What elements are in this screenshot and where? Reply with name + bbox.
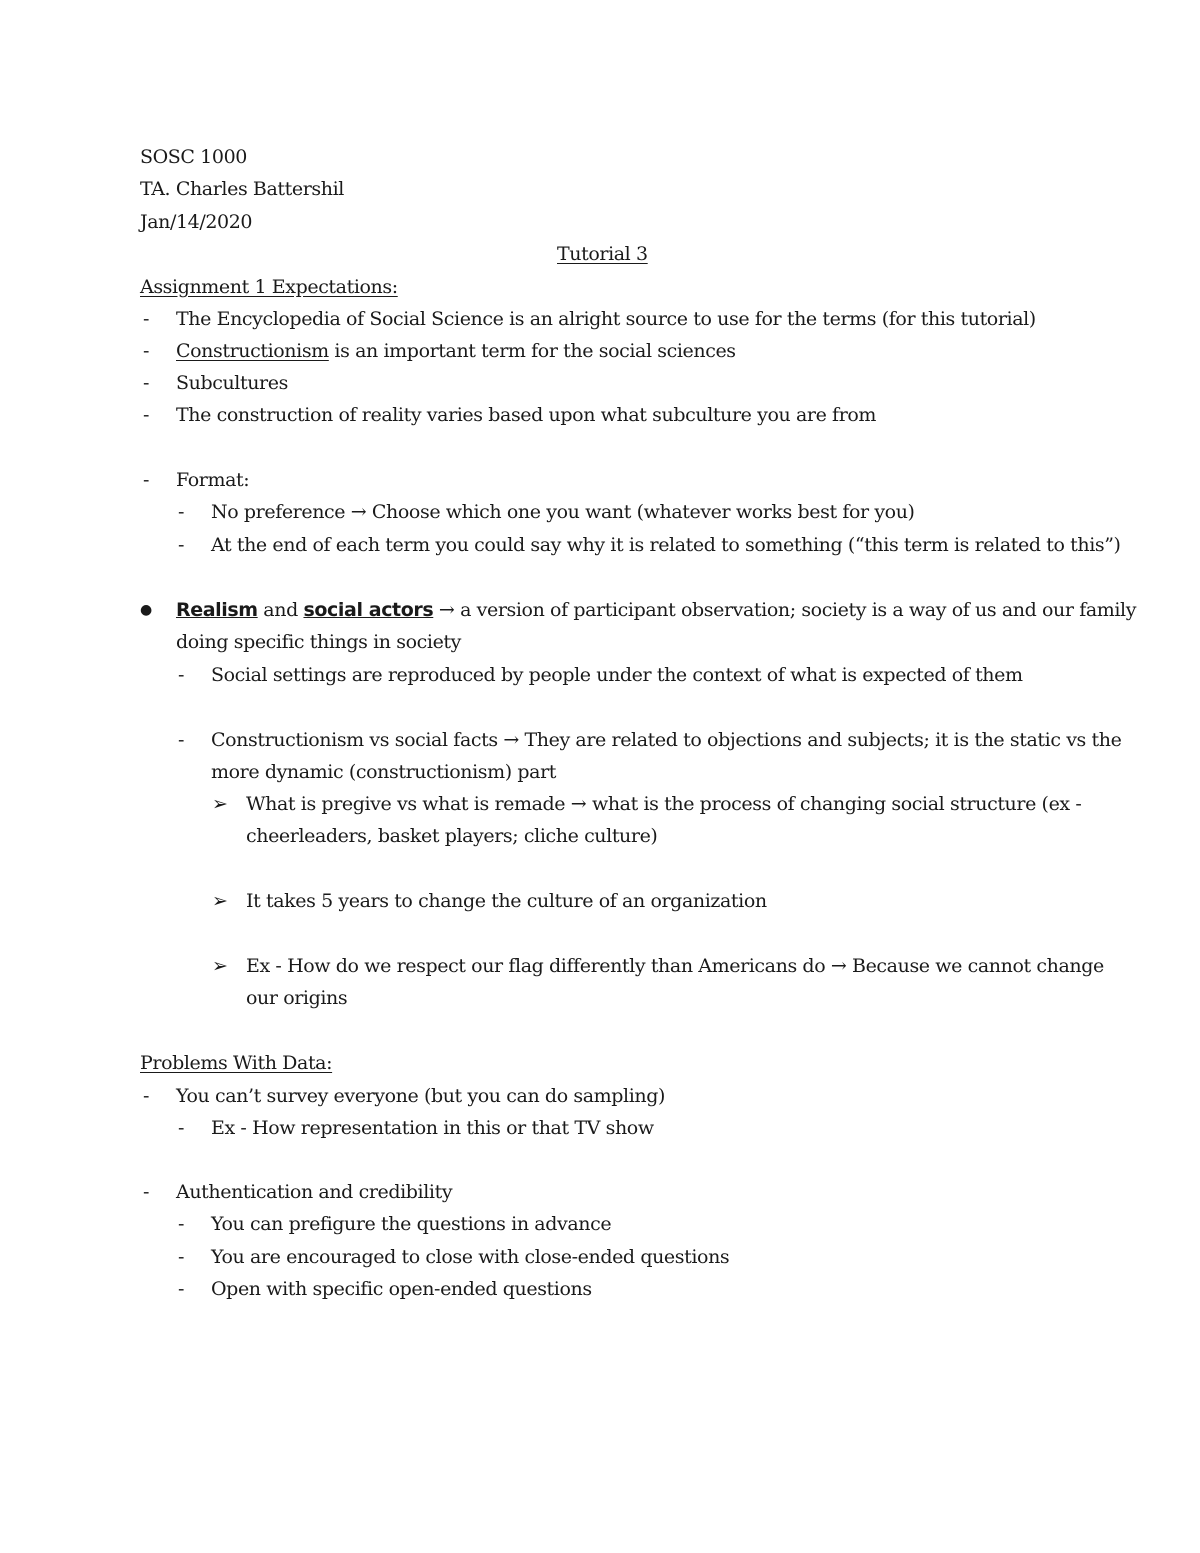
dash-marker: - [178,1117,185,1139]
bullet-icon: ● [140,602,152,618]
sub-list-item: Ex - How representation in this or that TV show [211,1117,654,1139]
list-item: Format: [176,469,250,491]
dash-marker: - [143,404,150,426]
sub-list-item: No preference → Choose which one you want (whatever works best for you) [211,501,915,523]
list-item: The Encyclopedia of Social Science is an alright source to use for the terms (for this tutorial) [176,308,1036,330]
arrow-bullet-icon: ➢ [212,955,228,977]
list-item-text: is an important term for the social sciences [328,340,736,362]
sub-list-item: Constructionism vs social facts → They are related to objections and subjects; it is the static vs the [211,729,1122,751]
dash-marker: - [143,1085,150,1107]
dash-marker: - [143,308,150,330]
sub-list-item: At the end of each term you could say why it is related to something (“this term is related to this”) [211,534,1121,556]
course-code: SOSC 1000 [140,146,247,168]
page-title: Tutorial 3 [557,243,648,265]
term-constructionism: Constructionism [176,340,329,362]
arrow-bullet-icon: ➢ [212,793,228,815]
dash-marker: - [178,1213,185,1235]
dash-marker: - [143,372,150,394]
bullet-text: and [257,599,304,621]
arrow-item: It takes 5 years to change the culture of an organization [246,890,767,912]
bullet-item-continued: doing specific things in society [176,631,461,653]
sub-list-item: You can prefigure the questions in advance [211,1213,612,1235]
arrow-item: What is pregive vs what is remade → what is the process of changing social structure (ex - [246,793,1082,815]
dash-marker: - [178,664,185,686]
dash-marker: - [178,501,185,523]
list-item: You can’t survey everyone (but you can do sampling) [176,1085,665,1107]
dash-marker: - [178,534,185,556]
sub-list-item-continued: more dynamic (constructionism) part [211,761,557,783]
list-item [176,339,736,363]
list-item: Subcultures [176,372,288,394]
dash-marker: - [143,469,150,491]
section-heading-assignment: Assignment 1 Expectations: [140,276,398,298]
dash-marker: - [178,1246,185,1268]
term-social-actors: social actors [303,599,434,621]
sub-list-item: Open with specific open-ended questions [211,1278,592,1300]
list-item: Authentication and credibility [176,1181,453,1203]
ta-name: TA. Charles Battershil [140,178,344,200]
sub-list-item: You are encouraged to close with close-ended questions [211,1246,730,1268]
term-realism: Realism [176,599,258,621]
dash-marker: - [178,1278,185,1300]
date: Jan/14/2020 [140,211,253,233]
bullet-item [176,598,1136,622]
arrow-item-continued: cheerleaders, basket players; cliche culture) [246,825,658,847]
dash-marker: - [178,729,185,751]
arrow-item-continued: our origins [246,987,348,1009]
arrow-bullet-icon: ➢ [212,890,228,912]
list-item: The construction of reality varies based upon what subculture you are from [176,404,877,426]
section-heading-problems: Problems With Data: [140,1052,333,1074]
arrow-item: Ex - How do we respect our flag differently than Americans do → Because we cannot change [246,955,1104,977]
dash-marker: - [143,340,150,362]
bullet-text: → a version of participant observation; society is a way of us and our family [433,599,1137,621]
sub-list-item: Social settings are reproduced by people under the context of what is expected of them [211,664,1023,686]
dash-marker: - [143,1181,150,1203]
